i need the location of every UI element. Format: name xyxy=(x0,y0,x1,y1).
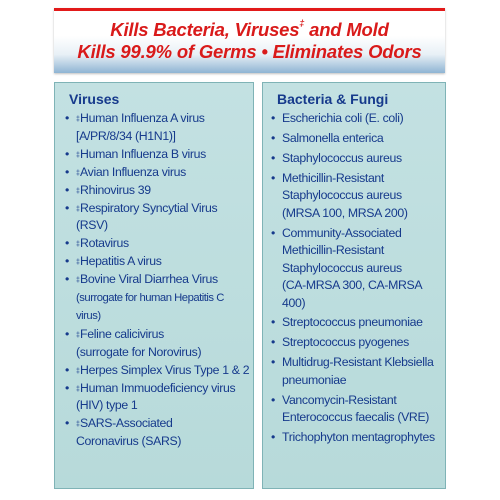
bullet-icon: • xyxy=(65,327,69,341)
list-item xyxy=(271,354,445,389)
list-item xyxy=(65,110,251,145)
bullet-icon: • xyxy=(65,164,69,179)
footnote-mark: ‡ xyxy=(76,332,80,339)
item-text: Staphylococcus aureus xyxy=(282,260,402,275)
footnote-mark: ‡ xyxy=(76,421,80,428)
bacteria-fungi-heading: Bacteria & Fungi xyxy=(277,91,389,107)
list-item xyxy=(271,429,445,447)
list-item xyxy=(65,362,251,380)
list-item xyxy=(65,271,251,326)
item-text: [A/PR/8/34 (H1N1)] xyxy=(76,128,176,143)
bullet-icon: • xyxy=(65,111,69,125)
item-text: pneumoniae xyxy=(282,372,347,387)
list-item xyxy=(65,235,251,253)
item-text: Rotavirus xyxy=(80,236,129,250)
item-text: Enterococcus faecalis (VRE) xyxy=(282,410,430,425)
item-text: (MRSA 100, MRSA 200) xyxy=(282,205,408,220)
footnote-mark: ‡ xyxy=(76,259,80,266)
item-text: Salmonella enterica xyxy=(282,130,384,145)
list-item xyxy=(65,326,251,361)
list-item xyxy=(271,110,445,128)
footnote-mark: ‡ xyxy=(76,277,80,284)
bullet-icon: • xyxy=(65,416,69,430)
bullet-icon: • xyxy=(65,236,69,250)
item-text: Methicillin-Resistant xyxy=(282,170,384,185)
bullet-icon: • xyxy=(271,335,275,350)
bullet-icon: • xyxy=(271,355,275,370)
list-item xyxy=(65,182,251,200)
item-text: Bovine Viral Diarrhea Virus xyxy=(80,272,218,286)
viruses-heading: Viruses xyxy=(69,91,120,107)
item-text: (CA-MRSA 300, CA-MRSA 400) xyxy=(282,278,422,310)
bullet-icon: • xyxy=(271,430,275,445)
item-text: Human Influenza A virus xyxy=(80,111,205,125)
list-item xyxy=(65,253,251,271)
list-item xyxy=(271,314,445,332)
banner-line-1: Kills Bacteria, Viruses‡ and Mold xyxy=(110,18,389,40)
footnote-mark: ‡ xyxy=(76,241,80,248)
item-text: Human Immuodeficiency virus xyxy=(80,380,236,395)
item-text: Feline calicivirus xyxy=(80,327,164,341)
footnote-mark: ‡ xyxy=(76,205,80,213)
item-text: Streptococcus pyogenes xyxy=(282,335,409,350)
list-item xyxy=(65,200,251,235)
bullet-icon: • xyxy=(65,254,69,268)
item-text: Respiratory Syncytial Virus (RSV) xyxy=(76,200,218,232)
bullet-icon: • xyxy=(271,150,275,165)
bullet-icon: • xyxy=(65,272,69,286)
item-text: Methicillin-Resistant xyxy=(282,243,384,258)
item-text: Escherichia coli (E. coli) xyxy=(282,111,404,125)
bullet-icon: • xyxy=(65,362,69,377)
bullet-icon: • xyxy=(271,170,275,185)
footnote-mark: ‡ xyxy=(76,151,80,159)
viruses-panel xyxy=(54,82,254,489)
item-text: Community-Associated xyxy=(282,225,402,240)
bacteria-fungi-list xyxy=(271,110,445,449)
bullet-icon: • xyxy=(65,146,69,161)
footnote-mark: ‡ xyxy=(76,187,80,195)
bullet-icon: • xyxy=(271,130,275,145)
list-item xyxy=(271,392,445,427)
header-banner xyxy=(54,8,445,73)
item-text: Hepatitis A virus xyxy=(80,254,162,268)
footnote-mark: ‡ xyxy=(76,116,80,123)
item-text: Staphylococcus aureus xyxy=(282,150,402,165)
list-item xyxy=(271,334,445,352)
list-item xyxy=(65,146,251,164)
list-item xyxy=(271,170,445,223)
list-item xyxy=(271,150,445,168)
bullet-icon: • xyxy=(271,111,275,125)
item-text: Trichophyton mentagrophytes xyxy=(282,430,435,445)
list-item xyxy=(271,225,445,313)
banner-line-2: Kills 99.9% of Germs • Eliminates Odors xyxy=(77,41,422,62)
item-text: Rhinovirus 39 xyxy=(80,182,151,197)
viruses-list xyxy=(65,110,251,451)
item-text: Avian Influenza virus xyxy=(80,164,186,179)
list-item xyxy=(65,380,251,415)
bullet-icon: • xyxy=(65,182,69,197)
bullet-icon: • xyxy=(271,315,275,330)
bacteria-fungi-panel xyxy=(262,82,446,489)
footnote-mark: ‡ xyxy=(76,367,80,375)
item-text: Herpes Simplex Virus Type 1 & 2 xyxy=(80,362,250,377)
item-text: (HIV) type 1 xyxy=(76,398,138,412)
item-text: (surrogate for Norovirus) xyxy=(76,344,202,359)
list-item xyxy=(65,415,251,450)
item-text: Vancomycin-Resistant xyxy=(282,392,397,407)
item-text: Multidrug-Resistant Klebsiella xyxy=(282,355,434,370)
item-text: Streptococcus pneumoniae xyxy=(282,315,423,330)
item-text: (surrogate for human Hepatitis C virus) xyxy=(76,291,224,322)
footnote-mark: ‡ xyxy=(76,385,80,393)
item-text: Staphylococcus aureus xyxy=(282,188,402,203)
list-item xyxy=(271,130,445,148)
bullet-icon: • xyxy=(65,380,69,395)
item-text: Human Influenza B virus xyxy=(80,146,206,161)
bullet-icon: • xyxy=(271,225,275,240)
item-text: SARS-Associated xyxy=(80,416,173,430)
footnote-mark: ‡ xyxy=(76,169,80,177)
bullet-icon: • xyxy=(65,200,69,215)
bullet-icon: • xyxy=(271,392,275,407)
item-text: Coronavirus (SARS) xyxy=(76,433,182,448)
list-item xyxy=(65,164,251,182)
